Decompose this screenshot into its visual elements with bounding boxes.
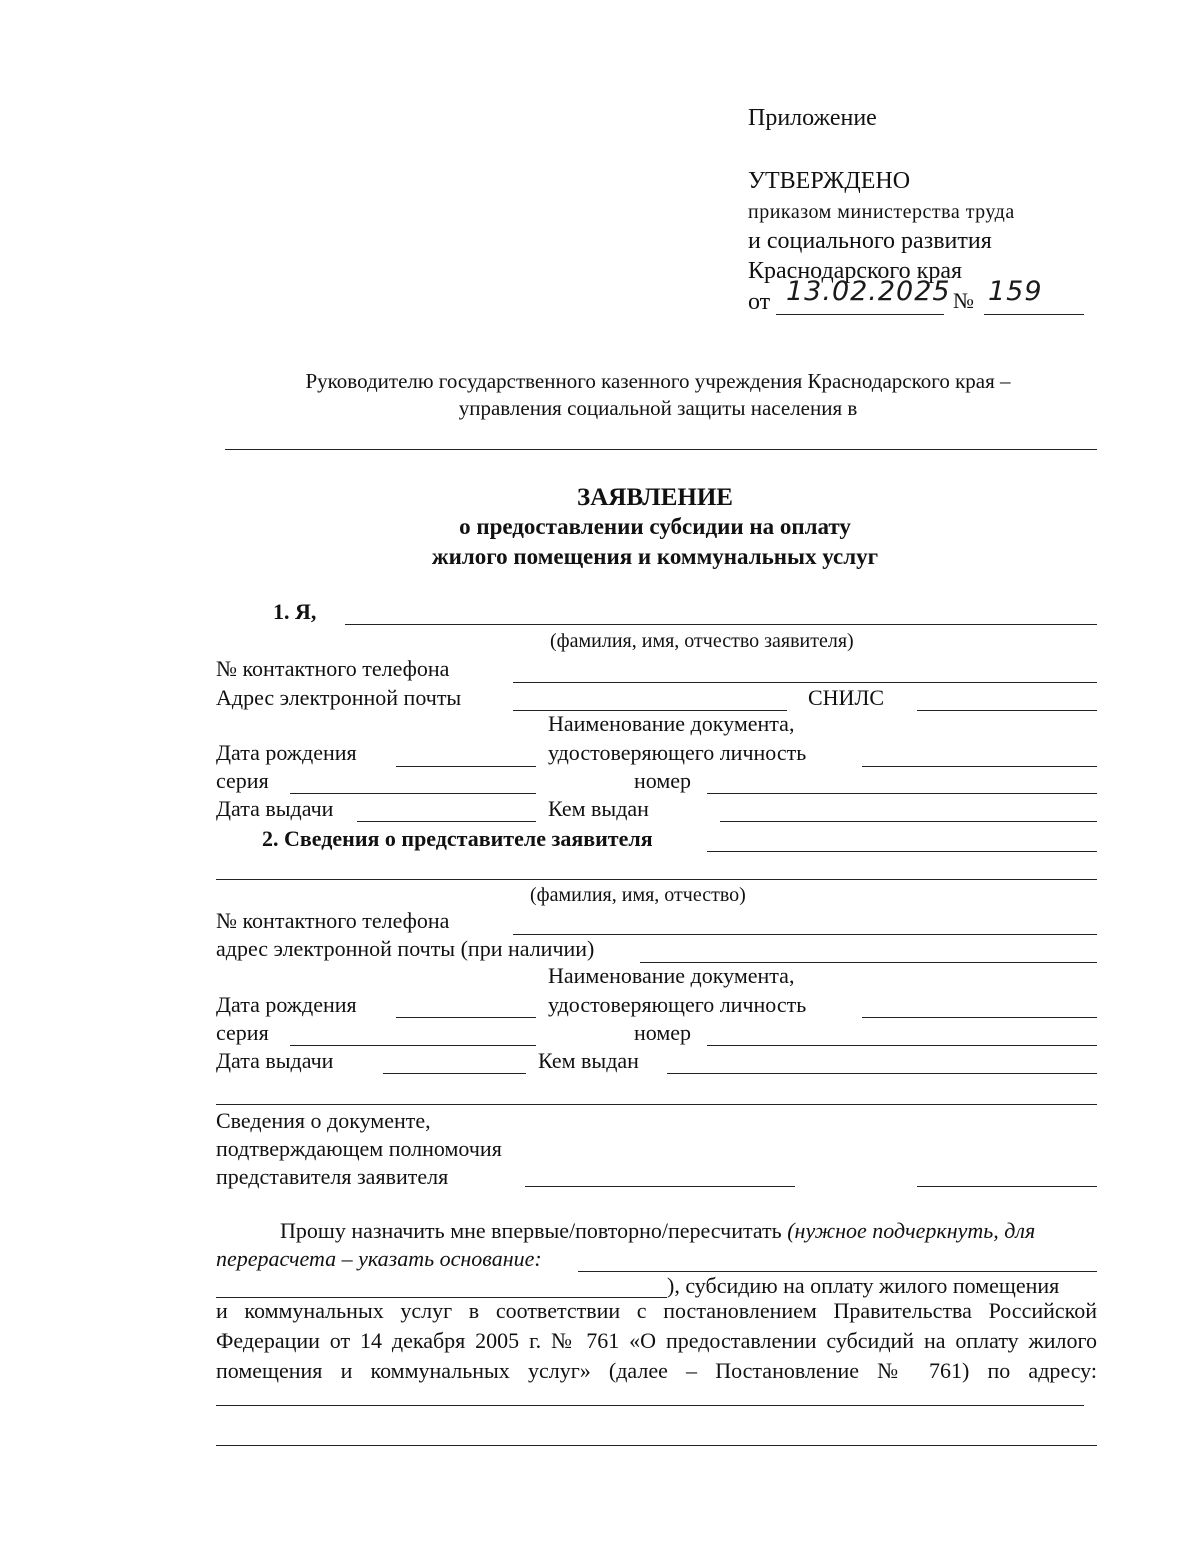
order-date-line: [776, 314, 944, 315]
applicant-birth-line[interactable]: [396, 766, 536, 767]
applicant-series-label: серия: [216, 768, 269, 793]
representative-phone-line[interactable]: [513, 934, 1097, 935]
applicant-issue-date-label: Дата выдачи: [216, 796, 334, 821]
representative-number-label: номер: [634, 1020, 692, 1045]
applicant-fio-line[interactable]: [345, 624, 1097, 625]
representative-doc-name-2: удостоверяющего личность: [548, 992, 807, 1017]
applicant-snils-line[interactable]: [917, 710, 1097, 711]
order-number-label: №: [953, 288, 974, 313]
representative-series-line[interactable]: [290, 1045, 536, 1046]
representative-email-label: адрес электронной почты (при наличии): [216, 936, 595, 961]
applicant-number-label: номер: [634, 768, 692, 793]
address-line-2[interactable]: [216, 1445, 1097, 1446]
applicant-phone-line[interactable]: [513, 682, 1097, 683]
authority-doc-line-a[interactable]: [525, 1186, 795, 1187]
applicant-snils-label: СНИЛС: [808, 685, 885, 710]
representative-fio-line[interactable]: [216, 879, 1097, 880]
request-line-1: [280, 1220, 1035, 1242]
addressee-line-2: управления социальной защиты населения в: [458, 396, 858, 420]
order-number-handwritten: 159: [988, 276, 1043, 307]
request-line-3: ), субсидию на оплату жилого помещения: [667, 1273, 1060, 1298]
section1-intro: 1. Я,: [273, 599, 317, 624]
representative-birth-line[interactable]: [396, 1017, 536, 1018]
representative-issued-by-line[interactable]: [667, 1073, 1097, 1074]
address-line-1[interactable]: [216, 1405, 1084, 1406]
addressee-fill-line[interactable]: [225, 449, 1097, 450]
applicant-number-line[interactable]: [707, 793, 1097, 794]
representative-series-label: серия: [216, 1020, 269, 1045]
representative-issued-by-label: Кем выдан: [538, 1048, 639, 1073]
representative-number-line[interactable]: [707, 1045, 1097, 1046]
request-line-4: и коммунальных услуг в соответствии с постановлением Правительства Российской: [216, 1298, 1097, 1323]
applicant-fio-caption: (фамилия, имя, отчество заявителя): [550, 630, 854, 652]
issued-by-continuation-line[interactable]: [707, 851, 1097, 852]
document-title: ЗАЯВЛЕНИЕ: [577, 484, 733, 511]
order-line-2: и социального развития: [748, 228, 992, 254]
section2-heading: 2. Сведения о представителе заявителя: [262, 826, 653, 851]
applicant-phone-label: № контактного телефона: [216, 656, 450, 681]
request-line-1-note: (нужное подчеркнуть, для: [787, 1218, 1036, 1243]
request-line-5: Федерации от 14 декабря 2005 г. № 761 «О предоставлении субсидий на оплату жилого: [216, 1328, 1097, 1353]
request-line-1-text: Прошу назначить мне впервые/повторно/пересчитать: [280, 1218, 782, 1243]
document-subtitle-2: жилого помещения и коммунальных услуг: [431, 544, 879, 569]
representative-issue-date-line[interactable]: [383, 1073, 526, 1074]
representative-doc-name-line[interactable]: [862, 1017, 1097, 1018]
request-line-6: помещения и коммунальных услуг» (далее – Постановление № 761) по адресу:: [216, 1358, 1097, 1383]
authority-doc-label-2: подтверждающем полномочия: [216, 1136, 502, 1161]
representative-extra-line[interactable]: [216, 1104, 1097, 1105]
recalc-reason-line-1[interactable]: [578, 1271, 1097, 1272]
applicant-doc-name-1: Наименование документа,: [548, 711, 795, 736]
applicant-issued-by-label: Кем выдан: [548, 796, 649, 821]
authority-doc-label-1: Сведения о документе,: [216, 1108, 431, 1133]
representative-fio-caption: (фамилия, имя, отчество): [530, 884, 746, 906]
approved-label: УТВЕРЖДЕНО: [748, 168, 911, 194]
appendix-label: Приложение: [748, 105, 877, 131]
authority-doc-line-b[interactable]: [917, 1186, 1097, 1187]
order-date-handwritten: 13.02.2025: [786, 276, 951, 307]
from-label: от: [748, 289, 771, 315]
order-line-1: приказом министерства труда: [748, 201, 1015, 223]
applicant-doc-name-line[interactable]: [862, 766, 1097, 767]
document-subtitle-1: о предоставлении субсидии на оплату: [459, 514, 851, 539]
representative-issue-date-label: Дата выдачи: [216, 1048, 334, 1073]
request-line-2: перерасчета – указать основание:: [216, 1246, 542, 1271]
representative-doc-name-1: Наименование документа,: [548, 963, 795, 988]
order-line-3: Краснодарского края: [748, 258, 963, 284]
representative-phone-label: № контактного телефона: [216, 908, 450, 933]
applicant-doc-name-2: удостоверяющего личность: [548, 740, 807, 765]
order-number-line: [984, 314, 1084, 315]
applicant-issued-by-line[interactable]: [720, 821, 1097, 822]
applicant-birth-label: Дата рождения: [216, 740, 357, 765]
applicant-issue-date-line[interactable]: [357, 821, 536, 822]
authority-doc-label-3: представителя заявителя: [216, 1164, 449, 1189]
addressee-line-1: Руководителю государственного казенного учреждения Краснодарского края –: [305, 369, 1011, 393]
applicant-series-line[interactable]: [290, 793, 536, 794]
applicant-email-label: Адрес электронной почты: [216, 685, 462, 710]
representative-birth-label: Дата рождения: [216, 992, 357, 1017]
